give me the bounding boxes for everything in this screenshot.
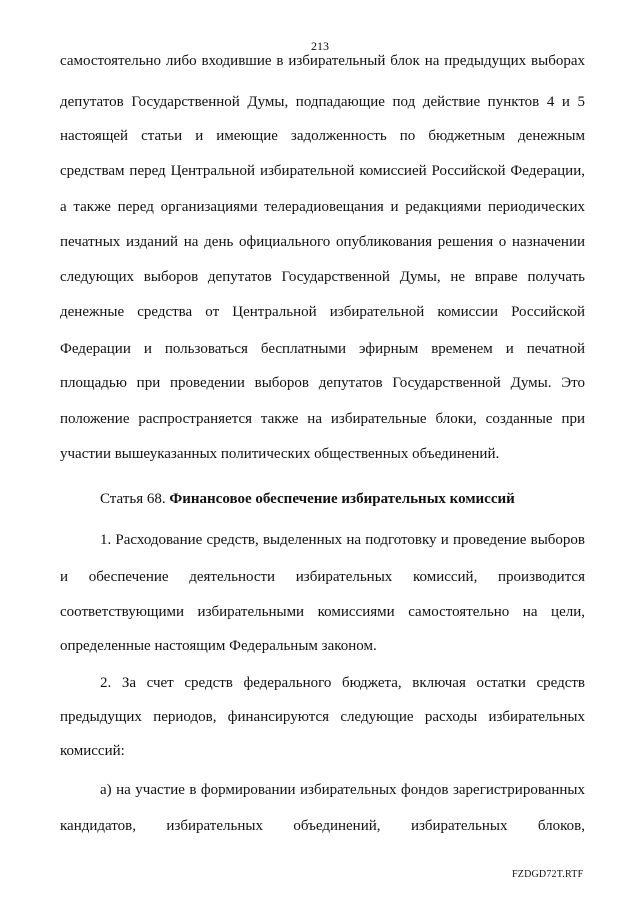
text-line: следующих выборов депутатов Государственной Думы, не вправе получать <box>60 269 585 285</box>
text-line: кандидатов, избирательных объединений, избирательных блоков, <box>60 818 585 834</box>
text-line: и обеспечение деятельности избирательных комиссий, производится <box>60 569 585 585</box>
footer-filename: FZDGD72T.RTF <box>512 869 584 880</box>
text-line: самостоятельно либо входившие в избирательный блок на предыдущих выборах <box>60 53 585 69</box>
text-line: а) на участие в формировании избирательных фондов зарегистрированных <box>100 782 585 798</box>
text-line: соответствующими избирательными комиссиями самостоятельно на цели, <box>60 604 585 620</box>
text-line: 2. За счет средств федерального бюджета, включая остатки средств <box>100 675 585 691</box>
text-line: настоящей статьи и имеющие задолженность по бюджетным денежным <box>60 128 585 144</box>
article-prefix: Статья 68. <box>100 491 166 507</box>
text-line: определенные настоящим Федеральным законом. <box>60 638 377 654</box>
page-number: 213 <box>311 39 329 53</box>
article-heading <box>100 490 585 508</box>
text-line: комиссий: <box>60 743 125 759</box>
text-line: положение распространяется также на избирательные блоки, созданные при <box>60 411 585 427</box>
text-line: участии вышеуказанных политических общественных объединений. <box>60 446 500 462</box>
text-line: Федерации и пользоваться бесплатными эфирным временем и печатной <box>60 341 585 357</box>
text-line: печатных изданий на день официального опубликования решения о назначении <box>60 234 585 250</box>
text-line: депутатов Государственной Думы, подпадающие под действие пунктов 4 и 5 <box>60 94 585 110</box>
text-line: средствам перед Центральной избирательной комиссией Российской Федерации, <box>60 163 585 179</box>
text-line: предыдущих периодов, финансируются следующие расходы избирательных <box>60 709 585 725</box>
text-line: денежные средства от Центральной избирательной комиссии Российской <box>60 304 585 320</box>
text-line: площадью при проведении выборов депутатов Государственной Думы. Это <box>60 375 585 391</box>
article-title: Финансовое обеспечение избирательных комиссий <box>169 491 515 507</box>
text-line: а также перед организациями телерадиовещания и редакциями периодических <box>60 199 585 215</box>
text-line: 1. Расходование средств, выделенных на подготовку и проведение выборов <box>100 532 585 548</box>
